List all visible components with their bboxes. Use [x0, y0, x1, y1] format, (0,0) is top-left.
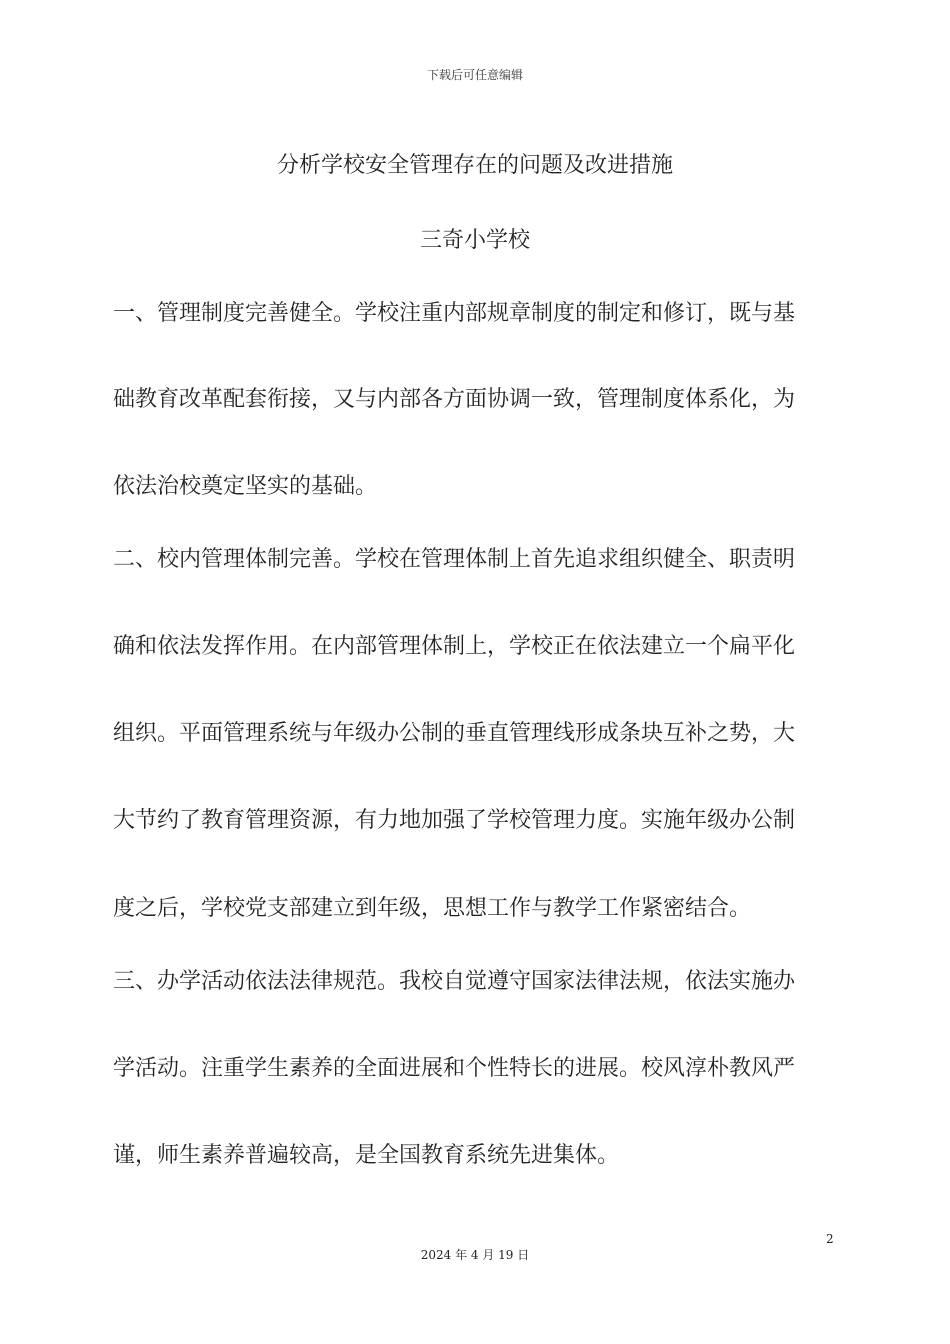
paragraph-line: 二、校内管理体制完善。学校在管理体制上首先追求组织健全、职责明	[113, 547, 796, 572]
paragraph-line: 组织。平面管理系统与年级办公制的垂直管理线形成条块互补之势，大	[113, 721, 796, 746]
paragraph-line: 度之后，学校党支部建立到年级，思想工作与教学工作紧密结合。	[113, 896, 752, 921]
paragraph-line: 学活动。注重学生素养的全面进展和个性特长的进展。校风淳朴教风严	[113, 1056, 796, 1081]
document-title: 分析学校安全管理存在的问题及改进措施	[276, 153, 673, 178]
paragraph-line: 一、管理制度完善健全。学校注重内部规章制度的制定和修订，既与基	[113, 301, 796, 326]
page-number: 2	[826, 1232, 834, 1246]
paragraph-line: 依法治校奠定坚实的基础。	[113, 474, 378, 499]
paragraph-line: 础教育改革配套衔接，又与内部各方面协调一致，管理制度体系化，为	[113, 387, 796, 412]
paragraph-line: 三、办学活动依法法律规范。我校自觉遵守国家法律法规，依法实施办	[113, 969, 796, 994]
paragraph-line: 确和依法发挥作用。在内部管理体制上，学校正在依法建立一个扁平化	[113, 634, 796, 659]
header-note: 下载后可任意编辑	[426, 68, 523, 82]
paragraph-line: 大节约了教育管理资源，有力地加强了学校管理力度。实施年级办公制	[113, 808, 796, 833]
footer-date: 2024 年 4 月 19 日	[420, 1248, 530, 1262]
document-subtitle: 三奇小学校	[419, 228, 530, 253]
paragraph-line: 谨，师生素养普遍较高，是全国教育系统先进集体。	[113, 1143, 620, 1168]
